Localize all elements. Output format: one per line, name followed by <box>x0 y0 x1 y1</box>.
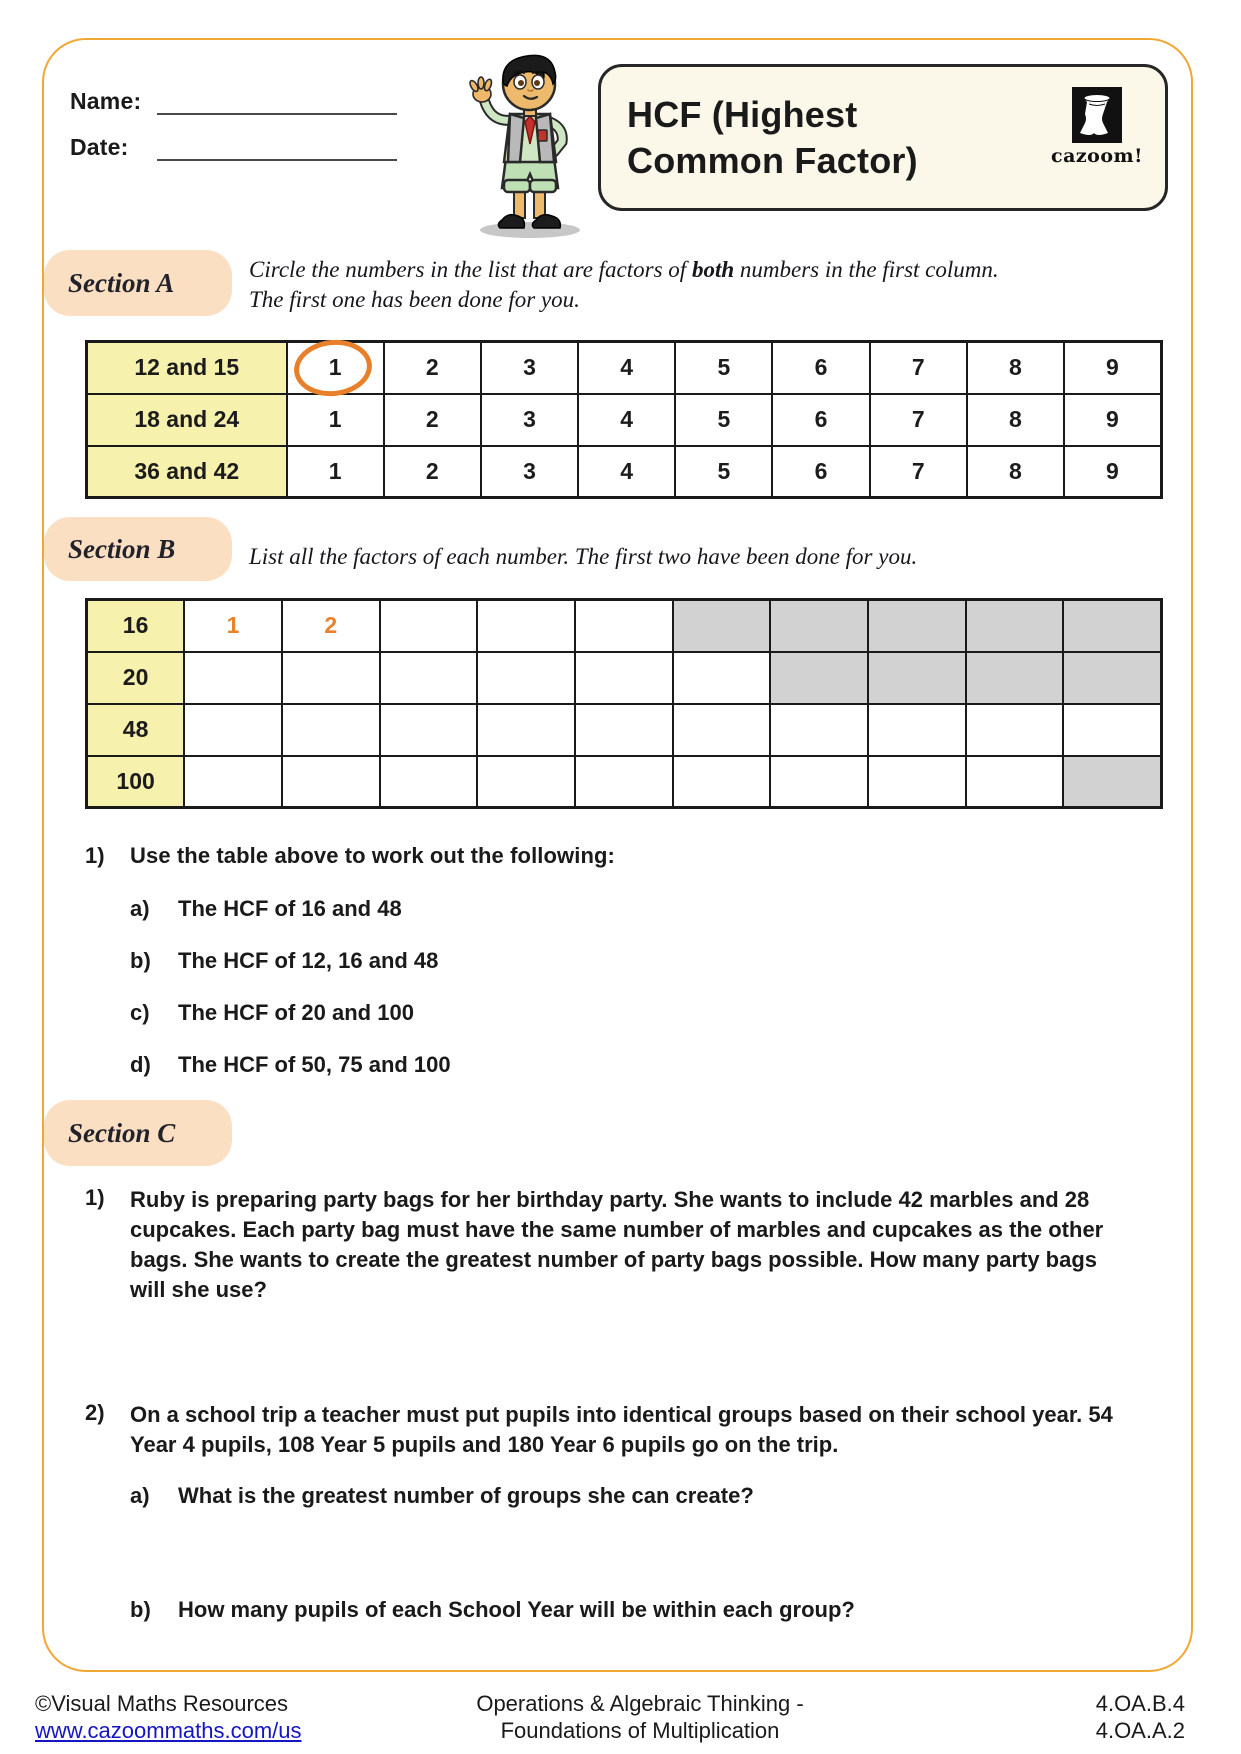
question1-item-letter: a) <box>130 896 150 921</box>
factor-number-cell: 3 <box>481 394 578 446</box>
section-a-pill <box>44 250 232 316</box>
factor-number-cell: 9 <box>1064 342 1161 394</box>
blank-answer-cell[interactable] <box>575 600 673 652</box>
question1-item-text: The HCF of 12, 16 and 48 <box>178 948 439 973</box>
cazoom-logo <box>1051 87 1143 167</box>
question1-item-text: The HCF of 20 and 100 <box>178 1000 414 1025</box>
blank-answer-cell[interactable] <box>184 704 282 756</box>
disabled-cell <box>966 600 1064 652</box>
blank-answer-cell[interactable] <box>477 600 575 652</box>
section-b-pill <box>44 517 232 581</box>
factor-number-cell: 9 <box>1064 446 1161 498</box>
factor-number-cell: 1 <box>287 342 384 394</box>
factor-number-cell: 1 <box>287 446 384 498</box>
cazoom-drum-icon <box>1072 87 1122 143</box>
row-label-cell: 48 <box>87 704 185 756</box>
section-c-q2b-letter: b) <box>130 1597 151 1622</box>
blank-answer-cell[interactable] <box>184 756 282 808</box>
disabled-cell <box>673 600 771 652</box>
blank-answer-cell[interactable] <box>673 756 771 808</box>
blank-answer-cell[interactable] <box>673 704 771 756</box>
factor-number-cell: 4 <box>578 342 675 394</box>
name-input-line[interactable] <box>157 91 397 115</box>
disabled-cell <box>966 652 1064 704</box>
factor-number-cell: 8 <box>967 342 1064 394</box>
blank-answer-cell[interactable] <box>575 756 673 808</box>
name-label: Name: <box>70 88 142 114</box>
blank-answer-cell[interactable] <box>282 756 380 808</box>
footer-center <box>320 1690 960 1744</box>
disabled-cell <box>1063 652 1161 704</box>
standard-code-1: 4.OA.B.4 <box>1095 1691 1185 1716</box>
question1-number: 1) <box>85 843 105 868</box>
section-b-instruction: List all the factors of each number. The first two have been done for you. <box>249 544 918 569</box>
schoolboy-mascot-illustration <box>462 52 592 240</box>
blank-answer-cell[interactable] <box>770 756 868 808</box>
cazoom-logo-text: cazoom! <box>1051 145 1143 167</box>
section-c-q2b-text: How many pupils of each School Year will be within each group? <box>178 1597 855 1622</box>
question1-item-text: The HCF of 16 and 48 <box>178 896 402 921</box>
factor-number-cell: 2 <box>384 394 481 446</box>
blank-answer-cell[interactable] <box>868 704 966 756</box>
blank-answer-cell[interactable] <box>966 756 1064 808</box>
factor-number-cell: 4 <box>578 446 675 498</box>
factor-number-cell: 7 <box>870 446 967 498</box>
factor-number-cell: 9 <box>1064 394 1161 446</box>
factor-number-cell: 7 <box>870 342 967 394</box>
section-a-instruction: Circle the numbers in the list that are factors of both numbers in the first column. The first one has been done for you. <box>249 257 999 312</box>
factor-number-cell: 8 <box>967 394 1064 446</box>
section-c-q2a-letter: a) <box>130 1483 150 1508</box>
disabled-cell <box>1063 756 1161 808</box>
row-label-cell: 12 and 15 <box>87 342 287 394</box>
blank-answer-cell[interactable] <box>575 652 673 704</box>
name-field-row <box>70 88 397 115</box>
blank-answer-cell[interactable] <box>477 704 575 756</box>
question1-text: Use the table above to work out the following: <box>130 843 615 868</box>
table-row <box>87 652 1162 704</box>
question1-item-text: The HCF of 50, 75 and 100 <box>178 1052 451 1077</box>
blank-answer-cell[interactable] <box>868 756 966 808</box>
factor-number-cell: 5 <box>675 446 772 498</box>
blank-answer-cell[interactable] <box>282 704 380 756</box>
factor-number-cell: 2 <box>384 342 481 394</box>
section-c-q2-number: 2) <box>85 1400 105 1425</box>
factor-number-cell: 2 <box>384 446 481 498</box>
factor-number-cell: 6 <box>772 446 869 498</box>
question1-item-letter: c) <box>130 1000 150 1025</box>
footer-standards <box>1096 1690 1185 1744</box>
disabled-cell <box>1063 600 1161 652</box>
factor-number-cell: 5 <box>675 394 772 446</box>
section-a-table <box>85 340 1163 499</box>
footer-topic-line1: Operations & Algebraic Thinking - <box>476 1691 804 1716</box>
question1-item-letter: b) <box>130 948 151 973</box>
blank-answer-cell[interactable] <box>380 652 478 704</box>
section-c-q2a-text: What is the greatest number of groups she can create? <box>178 1483 754 1508</box>
table-row <box>87 394 1162 446</box>
filled-answer-cell: 1 <box>184 600 282 652</box>
factor-number-cell: 8 <box>967 446 1064 498</box>
filled-answer-cell: 2 <box>282 600 380 652</box>
row-label-cell: 16 <box>87 600 185 652</box>
blank-answer-cell[interactable] <box>477 652 575 704</box>
blank-answer-cell[interactable] <box>380 756 478 808</box>
table-row <box>87 704 1162 756</box>
factor-number-cell: 3 <box>481 446 578 498</box>
factor-number-cell: 3 <box>481 342 578 394</box>
table-row <box>87 600 1162 652</box>
worksheet-title: HCF (Highest Common Factor) <box>627 93 918 181</box>
section-c-q2-text: On a school trip a teacher must put pupils into identical groups based on their school year. 54 Year 4 pupils, 108 Year 5 pupils and 180 Year 6 pupils go on the trip. <box>130 1402 1113 1457</box>
section-c-label: Section C <box>68 1117 176 1148</box>
section-a-label: Section A <box>68 267 175 298</box>
row-label-cell: 100 <box>87 756 185 808</box>
table-row <box>87 756 1162 808</box>
factor-number-cell: 5 <box>675 342 772 394</box>
blank-answer-cell[interactable] <box>575 704 673 756</box>
factor-number-cell: 6 <box>772 394 869 446</box>
footer-left <box>35 1690 302 1744</box>
factor-number-cell: 7 <box>870 394 967 446</box>
row-label-cell: 36 and 42 <box>87 446 287 498</box>
section-b-table <box>85 598 1163 809</box>
date-input-line[interactable] <box>157 137 397 161</box>
disabled-cell <box>868 652 966 704</box>
footer-copyright: ©Visual Maths Resources <box>35 1691 289 1716</box>
table-row <box>87 342 1162 394</box>
disabled-cell <box>770 600 868 652</box>
footer-website-link[interactable]: www.cazoommaths.com/us <box>35 1718 302 1743</box>
section-c-q1-text: Ruby is preparing party bags for her birthday party. She wants to include 42 marbles and 28 cupcakes. Each party bag must have the same number of marbles and cupcakes as the other bags. She wants to create the greatest number of party bags possible. How many party bags will she use? <box>130 1187 1104 1302</box>
blank-answer-cell[interactable] <box>673 652 771 704</box>
factor-number-cell: 1 <box>287 394 384 446</box>
disabled-cell <box>770 652 868 704</box>
blank-answer-cell[interactable] <box>1063 704 1161 756</box>
blank-answer-cell[interactable] <box>380 704 478 756</box>
question1-item-letter: d) <box>130 1052 151 1077</box>
row-label-cell: 20 <box>87 652 185 704</box>
section-b-label: Section B <box>68 533 176 564</box>
blank-answer-cell[interactable] <box>184 652 282 704</box>
footer-topic-line2: Foundations of Multiplication <box>500 1718 780 1743</box>
date-field-row <box>70 134 397 161</box>
disabled-cell <box>868 600 966 652</box>
blank-answer-cell[interactable] <box>477 756 575 808</box>
blank-answer-cell[interactable] <box>380 600 478 652</box>
factor-number-cell: 4 <box>578 394 675 446</box>
table-row <box>87 446 1162 498</box>
section-c-pill <box>44 1100 232 1166</box>
worksheet-title-box <box>598 64 1168 211</box>
factor-number-cell: 6 <box>772 342 869 394</box>
standard-code-2: 4.OA.A.2 <box>1095 1718 1185 1743</box>
date-label: Date: <box>70 134 129 160</box>
blank-answer-cell[interactable] <box>282 652 380 704</box>
row-label-cell: 18 and 24 <box>87 394 287 446</box>
blank-answer-cell[interactable] <box>770 704 868 756</box>
section-c-q1-number: 1) <box>85 1185 105 1210</box>
blank-answer-cell[interactable] <box>966 704 1064 756</box>
